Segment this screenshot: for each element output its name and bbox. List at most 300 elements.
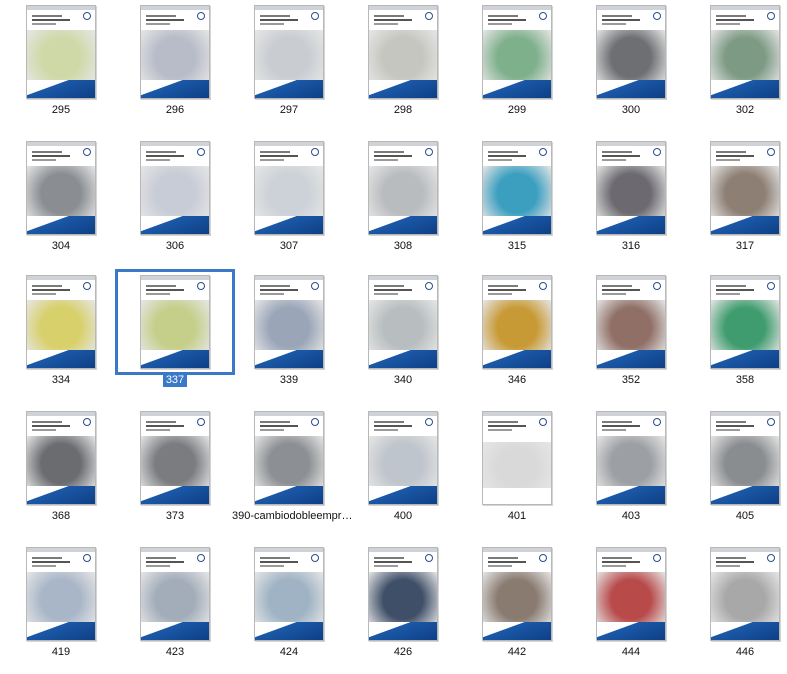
cover-image	[483, 442, 551, 488]
preview-text-line	[602, 151, 632, 153]
preview-text-line	[32, 23, 56, 25]
logo-icon	[425, 148, 433, 156]
logo-icon	[539, 282, 547, 290]
document-preview	[26, 547, 96, 641]
cover-image	[27, 436, 95, 486]
file-name-text: 400	[393, 510, 413, 522]
preview-header	[483, 276, 551, 280]
file-name-text: 315	[507, 240, 527, 252]
cover-image	[141, 30, 209, 80]
preview-text-line	[32, 293, 56, 295]
document-preview	[26, 5, 96, 99]
cover-band	[711, 486, 779, 504]
file-thumbnail[interactable]	[232, 408, 353, 538]
document-preview	[710, 275, 780, 369]
preview-header	[597, 276, 665, 280]
cover-band	[141, 350, 209, 368]
preview-text-line	[32, 285, 62, 287]
document-preview	[368, 275, 438, 369]
logo-icon	[83, 418, 91, 426]
cover-image	[483, 300, 551, 350]
cover-band	[141, 216, 209, 234]
file-thumbnail[interactable]	[346, 272, 460, 402]
file-name-text: 401	[507, 510, 527, 522]
preview-header	[27, 142, 95, 146]
file-name-label[interactable]	[118, 240, 232, 252]
document-preview	[368, 141, 438, 235]
document-preview	[482, 141, 552, 235]
file-name-text: 302	[735, 104, 755, 116]
logo-icon	[539, 12, 547, 20]
preview-text-line	[716, 561, 754, 563]
preview-text-line	[260, 565, 284, 567]
thumbnail-frame[interactable]	[118, 544, 232, 644]
preview-text-line	[716, 565, 740, 567]
file-thumbnail[interactable]	[4, 272, 118, 402]
cover-image	[141, 436, 209, 486]
file-name-label[interactable]	[688, 240, 787, 252]
preview-header	[597, 142, 665, 146]
preview-header	[711, 548, 779, 552]
preview-header	[141, 276, 209, 280]
file-name-text: 295	[51, 104, 71, 116]
preview-text-line	[260, 159, 284, 161]
file-name-label[interactable]	[232, 646, 346, 658]
file-name-label[interactable]	[232, 240, 346, 252]
file-name-label[interactable]	[118, 646, 232, 658]
file-thumbnail[interactable]	[232, 272, 346, 402]
preview-header	[597, 548, 665, 552]
thumbnail-frame[interactable]	[688, 2, 787, 102]
thumbnail-frame[interactable]	[688, 272, 787, 372]
file-name-label[interactable]	[4, 104, 118, 116]
preview-text-line	[32, 289, 70, 291]
thumbnail-frame[interactable]	[4, 138, 118, 238]
cover-band	[27, 622, 95, 640]
document-preview	[254, 411, 324, 505]
preview-text-line	[716, 15, 746, 17]
preview-text-line	[374, 155, 412, 157]
file-name-text: 307	[279, 240, 299, 252]
logo-icon	[197, 282, 205, 290]
file-thumbnail[interactable]	[688, 408, 787, 538]
preview-text-line	[146, 23, 170, 25]
preview-text-line	[146, 565, 170, 567]
preview-header	[255, 412, 323, 416]
preview-text-line	[260, 425, 298, 427]
file-thumbnail[interactable]	[346, 2, 460, 132]
preview-text-line	[374, 293, 398, 295]
preview-text-line	[32, 19, 70, 21]
thumbnail-frame[interactable]	[574, 2, 688, 102]
thumbnail-frame[interactable]	[574, 272, 688, 372]
preview-text-line	[374, 23, 398, 25]
thumbnail-frame[interactable]	[346, 272, 460, 372]
preview-text-line	[374, 289, 412, 291]
thumbnail-frame[interactable]	[232, 544, 346, 644]
preview-text-line	[146, 289, 184, 291]
file-name-label[interactable]	[688, 104, 787, 116]
file-name-label[interactable]	[4, 646, 118, 658]
logo-icon	[83, 148, 91, 156]
preview-text-line	[602, 19, 640, 21]
cover-image	[483, 572, 551, 622]
document-preview	[710, 5, 780, 99]
cover-band	[711, 216, 779, 234]
file-thumbnail[interactable]	[118, 544, 232, 674]
logo-icon	[425, 418, 433, 426]
preview-header	[369, 6, 437, 10]
file-name-text: 297	[279, 104, 299, 116]
preview-text-line	[146, 429, 170, 431]
preview-text-line	[602, 285, 632, 287]
thumbnail-frame[interactable]	[232, 138, 346, 238]
file-name-label[interactable]	[4, 240, 118, 252]
file-name-label[interactable]	[574, 104, 688, 116]
file-thumbnail[interactable]	[4, 408, 118, 538]
logo-icon	[653, 148, 661, 156]
file-name-label[interactable]	[460, 646, 574, 658]
preview-text-line	[488, 19, 526, 21]
file-thumbnail[interactable]	[460, 272, 574, 402]
thumbnail-frame[interactable]	[232, 272, 346, 372]
file-name-label[interactable]	[118, 374, 232, 386]
file-thumbnail[interactable]	[574, 2, 688, 132]
file-name-label[interactable]	[232, 510, 353, 522]
preview-text-line	[602, 159, 626, 161]
file-name-text: 358	[735, 374, 755, 386]
preview-text-line	[602, 23, 626, 25]
preview-text-line	[488, 561, 526, 563]
file-name-label[interactable]	[574, 374, 688, 386]
file-thumbnail[interactable]	[688, 544, 787, 674]
file-thumbnail[interactable]	[574, 408, 688, 538]
preview-text-line	[374, 421, 404, 423]
logo-icon	[311, 148, 319, 156]
file-thumbnail[interactable]	[118, 138, 232, 268]
file-thumbnail[interactable]	[118, 408, 232, 538]
file-name-label[interactable]	[346, 646, 460, 658]
preview-header	[711, 6, 779, 10]
cover-band	[597, 80, 665, 98]
preview-text-line	[716, 155, 754, 157]
cover-band	[483, 216, 551, 234]
preview-text-line	[146, 155, 184, 157]
cover-image	[255, 30, 323, 80]
preview-header	[141, 548, 209, 552]
document-preview	[482, 5, 552, 99]
cover-band	[27, 486, 95, 504]
cover-band	[369, 486, 437, 504]
file-thumbnail[interactable]	[574, 272, 688, 402]
thumbnail-frame[interactable]	[460, 138, 574, 238]
file-thumbnail[interactable]	[4, 138, 118, 268]
preview-text-line	[716, 159, 740, 161]
file-thumbnail[interactable]	[574, 544, 688, 674]
preview-text-line	[374, 15, 404, 17]
file-name-text: 317	[735, 240, 755, 252]
file-name-text: 444	[621, 646, 641, 658]
logo-icon	[425, 12, 433, 20]
preview-text-line	[716, 429, 740, 431]
thumbnail-frame[interactable]	[118, 272, 232, 372]
file-thumbnail[interactable]	[118, 272, 232, 402]
file-name-label[interactable]	[4, 374, 118, 386]
document-preview	[368, 5, 438, 99]
thumbnail-frame[interactable]	[118, 408, 232, 508]
file-name-label[interactable]	[688, 374, 787, 386]
cover-band	[255, 622, 323, 640]
thumbnail-frame[interactable]	[574, 408, 688, 508]
file-name-text: 298	[393, 104, 413, 116]
file-thumbnail[interactable]	[232, 138, 346, 268]
cover-image	[711, 300, 779, 350]
preview-text-line	[374, 565, 398, 567]
preview-text-line	[716, 293, 740, 295]
preview-text-line	[716, 425, 754, 427]
preview-header	[597, 6, 665, 10]
file-thumbnail[interactable]	[118, 2, 232, 132]
file-name-text: 316	[621, 240, 641, 252]
preview-text-line	[374, 285, 404, 287]
file-name-text: 373	[165, 510, 185, 522]
thumbnail-frame[interactable]	[346, 138, 460, 238]
thumbnail-frame[interactable]	[574, 138, 688, 238]
preview-text-line	[32, 15, 62, 17]
cover-band	[369, 80, 437, 98]
thumbnail-frame[interactable]	[346, 2, 460, 102]
file-thumbnail[interactable]	[346, 138, 460, 268]
preview-text-line	[146, 561, 184, 563]
cover-band	[711, 622, 779, 640]
logo-icon	[83, 12, 91, 20]
file-name-label[interactable]	[346, 374, 460, 386]
logo-icon	[539, 418, 547, 426]
document-preview	[140, 275, 210, 369]
logo-icon	[767, 554, 775, 562]
thumbnail-frame[interactable]	[346, 544, 460, 644]
file-name-label[interactable]	[118, 510, 232, 522]
file-thumbnail[interactable]	[346, 408, 460, 538]
document-preview	[254, 547, 324, 641]
preview-header	[255, 276, 323, 280]
file-thumbnail[interactable]	[4, 2, 118, 132]
cover-band	[27, 350, 95, 368]
thumbnail-frame[interactable]	[118, 138, 232, 238]
preview-text-line	[32, 155, 70, 157]
thumbnail-frame[interactable]	[346, 408, 460, 508]
file-thumbnail[interactable]	[688, 2, 787, 132]
preview-text-line	[374, 159, 398, 161]
file-name-text: 442	[507, 646, 527, 658]
file-thumbnail[interactable]	[574, 138, 688, 268]
preview-text-line	[32, 557, 62, 559]
cover-image	[27, 166, 95, 216]
file-name-label[interactable]	[574, 646, 688, 658]
cover-band	[255, 80, 323, 98]
cover-band	[27, 216, 95, 234]
file-thumbnail[interactable]	[232, 2, 346, 132]
thumbnail-frame[interactable]	[232, 408, 346, 508]
preview-text-line	[146, 425, 184, 427]
logo-icon	[83, 282, 91, 290]
preview-header	[711, 276, 779, 280]
document-preview	[596, 547, 666, 641]
logo-icon	[653, 554, 661, 562]
thumbnail-frame[interactable]	[232, 2, 346, 102]
preview-text-line	[374, 557, 404, 559]
file-name-label[interactable]	[460, 510, 574, 522]
preview-text-line	[602, 425, 640, 427]
preview-header	[369, 276, 437, 280]
logo-icon	[311, 554, 319, 562]
file-thumbnail[interactable]	[688, 138, 787, 268]
cover-image	[597, 166, 665, 216]
logo-icon	[197, 418, 205, 426]
preview-text-line	[488, 565, 512, 567]
preview-text-line	[260, 23, 284, 25]
cover-image	[597, 30, 665, 80]
cover-image	[141, 572, 209, 622]
file-thumbnail[interactable]	[346, 544, 460, 674]
cover-image	[255, 166, 323, 216]
document-preview	[368, 411, 438, 505]
preview-text-line	[602, 561, 640, 563]
file-name-label[interactable]	[232, 374, 346, 386]
preview-text-line	[488, 15, 518, 17]
preview-text-line	[488, 151, 518, 153]
preview-text-line	[260, 19, 298, 21]
preview-text-line	[488, 421, 518, 423]
file-name-text: 346	[507, 374, 527, 386]
file-thumbnail[interactable]	[688, 272, 787, 402]
preview-text-line	[602, 289, 640, 291]
file-name-label[interactable]	[232, 104, 346, 116]
document-preview	[596, 275, 666, 369]
file-name-label[interactable]	[574, 510, 688, 522]
cover-image	[369, 572, 437, 622]
file-name-text: 423	[165, 646, 185, 658]
file-name-text: 299	[507, 104, 527, 116]
thumbnail-frame[interactable]	[460, 544, 574, 644]
preview-text-line	[260, 421, 290, 423]
file-name-text: 390-cambiodobleempr…	[232, 510, 353, 522]
preview-text-line	[260, 293, 284, 295]
thumbnail-frame[interactable]	[460, 408, 574, 508]
file-name-label[interactable]	[688, 510, 787, 522]
preview-header	[255, 548, 323, 552]
preview-text-line	[602, 155, 640, 157]
file-thumbnail[interactable]	[4, 544, 118, 674]
preview-text-line	[602, 293, 626, 295]
preview-header	[483, 548, 551, 552]
preview-text-line	[716, 151, 746, 153]
thumbnail-frame[interactable]	[460, 272, 574, 372]
cover-image	[597, 572, 665, 622]
document-preview	[26, 411, 96, 505]
preview-text-line	[374, 429, 398, 431]
preview-text-line	[260, 561, 298, 563]
preview-header	[597, 412, 665, 416]
file-name-label[interactable]	[688, 646, 787, 658]
cover-image	[483, 30, 551, 80]
preview-text-line	[146, 19, 184, 21]
file-name-text: 337	[163, 373, 187, 387]
document-preview	[140, 547, 210, 641]
thumbnail-frame[interactable]	[4, 2, 118, 102]
thumbnail-frame[interactable]	[574, 544, 688, 644]
preview-text-line	[488, 429, 512, 431]
preview-text-line	[260, 151, 290, 153]
file-name-label[interactable]	[460, 240, 574, 252]
thumbnail-frame[interactable]	[4, 408, 118, 508]
thumbnail-frame[interactable]	[118, 2, 232, 102]
preview-text-line	[716, 289, 754, 291]
thumbnail-frame[interactable]	[460, 2, 574, 102]
preview-header	[711, 142, 779, 146]
thumbnail-frame[interactable]	[688, 544, 787, 644]
file-name-label[interactable]	[460, 374, 574, 386]
cover-band	[711, 80, 779, 98]
document-preview	[596, 141, 666, 235]
cover-image	[483, 166, 551, 216]
preview-text-line	[716, 19, 754, 21]
file-thumbnail[interactable]	[460, 408, 574, 538]
file-name-label[interactable]	[460, 104, 574, 116]
file-thumbnail[interactable]	[232, 544, 346, 674]
file-name-label[interactable]	[4, 510, 118, 522]
logo-icon	[767, 148, 775, 156]
file-thumbnail[interactable]	[460, 2, 574, 132]
file-name-label[interactable]	[346, 240, 460, 252]
file-name-text: 424	[279, 646, 299, 658]
preview-header	[141, 142, 209, 146]
thumbnail-frame[interactable]	[688, 408, 787, 508]
preview-text-line	[374, 151, 404, 153]
logo-icon	[311, 418, 319, 426]
preview-text-line	[146, 151, 176, 153]
thumbnail-frame[interactable]	[4, 544, 118, 644]
cover-band	[369, 350, 437, 368]
file-thumbnail[interactable]	[460, 544, 574, 674]
preview-text-line	[146, 285, 176, 287]
document-preview	[482, 275, 552, 369]
cover-band	[711, 350, 779, 368]
file-name-label[interactable]	[118, 104, 232, 116]
preview-text-line	[32, 565, 56, 567]
preview-text-line	[260, 289, 298, 291]
file-thumbnail[interactable]	[460, 138, 574, 268]
cover-image	[27, 300, 95, 350]
thumbnail-frame[interactable]	[4, 272, 118, 372]
cover-image	[369, 166, 437, 216]
cover-image	[369, 300, 437, 350]
file-name-label[interactable]	[346, 510, 460, 522]
preview-text-line	[146, 15, 176, 17]
logo-icon	[767, 282, 775, 290]
file-name-label[interactable]	[574, 240, 688, 252]
thumbnail-frame[interactable]	[688, 138, 787, 238]
preview-header	[27, 276, 95, 280]
preview-text-line	[716, 285, 746, 287]
file-name-text: 308	[393, 240, 413, 252]
preview-text-line	[488, 293, 512, 295]
cover-band	[483, 350, 551, 368]
cover-image	[255, 436, 323, 486]
cover-image	[369, 436, 437, 486]
file-name-label[interactable]	[346, 104, 460, 116]
logo-icon	[767, 12, 775, 20]
